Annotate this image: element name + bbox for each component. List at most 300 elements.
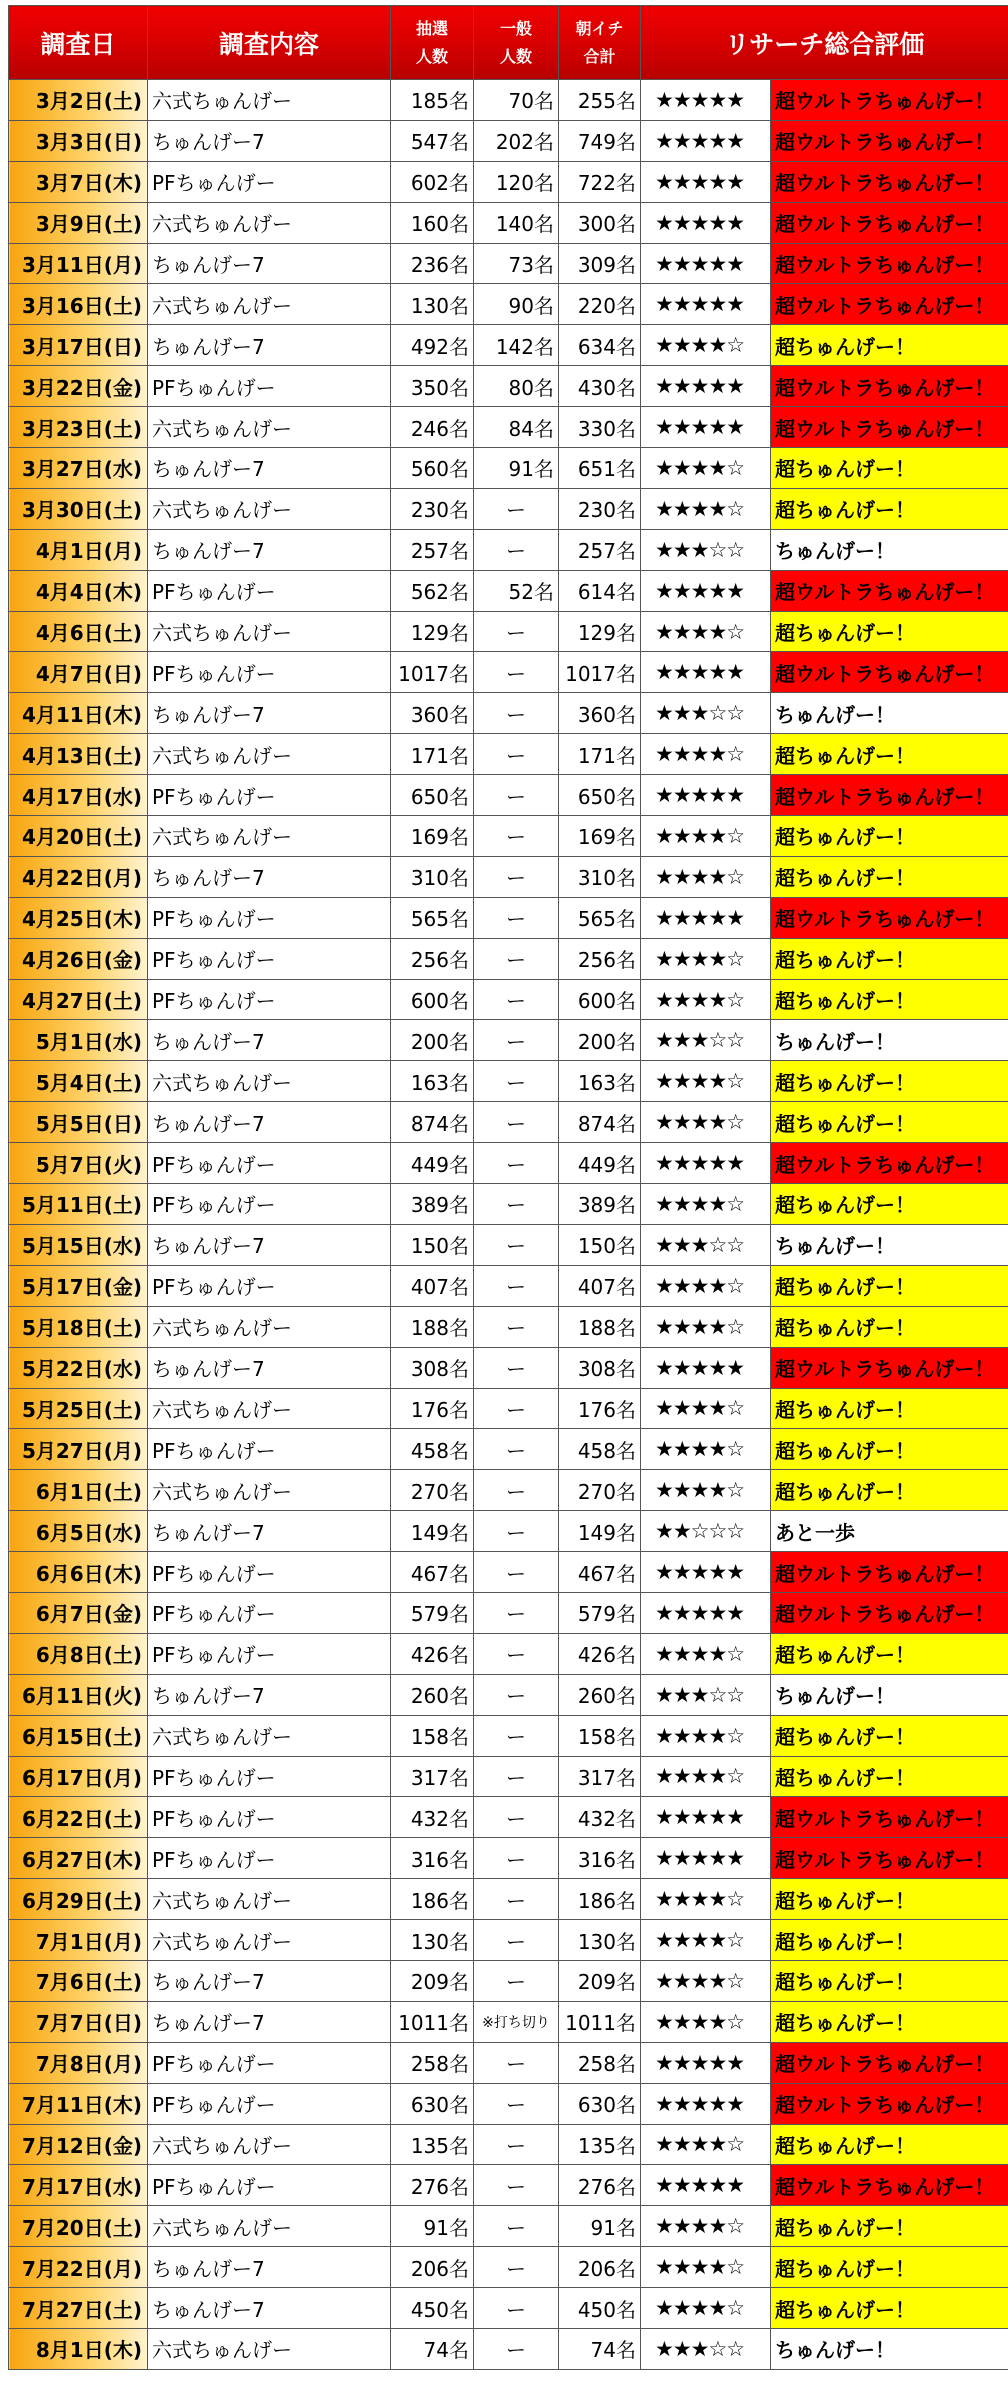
evaluation-cell: 超ウルトラちゅんげー！ — [771, 243, 1008, 284]
evaluation-cell: 超ウルトラちゅんげー！ — [771, 161, 1008, 202]
evaluation-cell: 超ウルトラちゅんげー！ — [771, 652, 1008, 693]
date-cell: 4月27日(土) — [9, 979, 148, 1020]
general-count-cell: ー — [474, 1960, 559, 2001]
table-row — [9, 1347, 1008, 1388]
general-count-cell: 70名 — [474, 80, 559, 121]
star-rating: ★★★★☆ — [641, 1920, 771, 1961]
star-rating: ★★★★★ — [641, 366, 771, 407]
general-count-cell: ー — [474, 856, 559, 897]
table-row — [9, 161, 1008, 202]
general-count-cell: ー — [474, 1756, 559, 1797]
lottery-count-cell: 129名 — [391, 611, 474, 652]
table-row — [9, 202, 1008, 243]
general-count-cell: ー — [474, 2288, 559, 2329]
lottery-count-cell: 449名 — [391, 1143, 474, 1184]
content-cell: PFちゅんげー — [148, 1143, 391, 1184]
evaluation-cell: 超ちゅんげー！ — [771, 2001, 1008, 2042]
date-cell: 4月7日(日) — [9, 652, 148, 693]
evaluation-cell: 超ちゅんげー！ — [771, 1306, 1008, 1347]
morning-total-cell: 650名 — [559, 775, 641, 816]
date-cell: 7月22日(月) — [9, 2247, 148, 2288]
content-cell: ちゅんげー7 — [148, 1674, 391, 1715]
lottery-count-cell: 360名 — [391, 693, 474, 734]
general-count-cell: 90名 — [474, 284, 559, 325]
lottery-count-cell: 874名 — [391, 1102, 474, 1143]
content-cell: PFちゅんげー — [148, 1429, 391, 1470]
evaluation-cell: 超ウルトラちゅんげー！ — [771, 80, 1008, 121]
content-cell: PFちゅんげー — [148, 1797, 391, 1838]
star-rating: ★★★★☆ — [641, 1061, 771, 1102]
content-cell: 六式ちゅんげー — [148, 407, 391, 448]
morning-total-cell: 317名 — [559, 1756, 641, 1797]
evaluation-cell: 超ちゅんげー！ — [771, 938, 1008, 979]
research-results-table — [8, 5, 1008, 2370]
star-rating: ★★★★★ — [641, 1143, 771, 1184]
evaluation-cell: 超ウルトラちゅんげー！ — [771, 1838, 1008, 1879]
date-cell: 5月22日(水) — [9, 1347, 148, 1388]
morning-total-cell: 749名 — [559, 120, 641, 161]
morning-total-cell: 1017名 — [559, 652, 641, 693]
content-cell: PFちゅんげー — [148, 897, 391, 938]
lottery-count-cell: 426名 — [391, 1633, 474, 1674]
content-cell: ちゅんげー7 — [148, 693, 391, 734]
evaluation-cell: 超ちゅんげー！ — [771, 488, 1008, 529]
general-count-cell: ー — [474, 1633, 559, 1674]
content-cell: 六式ちゅんげー — [148, 816, 391, 857]
star-rating: ★★★★☆ — [641, 1429, 771, 1470]
evaluation-cell: 超ちゅんげー！ — [771, 1920, 1008, 1961]
star-rating: ★★★★★ — [641, 243, 771, 284]
content-cell: ちゅんげー7 — [148, 856, 391, 897]
evaluation-cell: 超ちゅんげー！ — [771, 2124, 1008, 2165]
general-count-cell: ー — [474, 1061, 559, 1102]
content-cell: PFちゅんげー — [148, 570, 391, 611]
star-rating: ★★☆☆☆ — [641, 1511, 771, 1552]
content-cell: 六式ちゅんげー — [148, 734, 391, 775]
content-cell: ちゅんげー7 — [148, 529, 391, 570]
date-cell: 4月6日(土) — [9, 611, 148, 652]
morning-total-cell: 230名 — [559, 488, 641, 529]
lottery-count-cell: 350名 — [391, 366, 474, 407]
star-rating: ★★★★☆ — [641, 2288, 771, 2329]
table-row — [9, 1061, 1008, 1102]
lottery-count-cell: 630名 — [391, 2083, 474, 2124]
morning-total-cell: 200名 — [559, 1020, 641, 1061]
star-rating: ★★★★☆ — [641, 938, 771, 979]
general-count-cell: 142名 — [474, 325, 559, 366]
content-cell: 六式ちゅんげー — [148, 1061, 391, 1102]
date-cell: 4月26日(金) — [9, 938, 148, 979]
lottery-count-cell: 209名 — [391, 1960, 474, 2001]
lottery-count-cell: 260名 — [391, 1674, 474, 1715]
general-count-cell: ー — [474, 1674, 559, 1715]
star-rating: ★★★★★ — [641, 652, 771, 693]
general-count-cell: ー — [474, 2124, 559, 2165]
content-cell: PFちゅんげー — [148, 652, 391, 693]
header-morning-total: 朝イチ 合計 — [559, 6, 641, 80]
star-rating: ★★★★★ — [641, 2083, 771, 2124]
header-date: 調査日 — [9, 6, 148, 80]
general-count-cell: ー — [474, 1102, 559, 1143]
general-count-cell: ー — [474, 1143, 559, 1184]
table-row — [9, 1674, 1008, 1715]
evaluation-cell: 超ちゅんげー！ — [771, 1879, 1008, 1920]
lottery-count-cell: 206名 — [391, 2247, 474, 2288]
lottery-count-cell: 1011名 — [391, 2001, 474, 2042]
lottery-count-cell: 257名 — [391, 529, 474, 570]
date-cell: 4月22日(月) — [9, 856, 148, 897]
evaluation-cell: 超ウルトラちゅんげー！ — [771, 897, 1008, 938]
evaluation-cell: 超ウルトラちゅんげー！ — [771, 570, 1008, 611]
star-rating: ★★★★☆ — [641, 2247, 771, 2288]
star-rating: ★★★★☆ — [641, 611, 771, 652]
star-rating: ★★★★☆ — [641, 2206, 771, 2247]
table-row — [9, 2042, 1008, 2083]
date-cell: 7月1日(月) — [9, 1920, 148, 1961]
lottery-count-cell: 176名 — [391, 1388, 474, 1429]
general-count-cell: ー — [474, 1838, 559, 1879]
general-count-cell: ー — [474, 529, 559, 570]
date-cell: 6月7日(金) — [9, 1592, 148, 1633]
evaluation-cell: 超ちゅんげー！ — [771, 1960, 1008, 2001]
general-count-cell: ー — [474, 652, 559, 693]
morning-total-cell: 614名 — [559, 570, 641, 611]
star-rating: ★★★★☆ — [641, 734, 771, 775]
date-cell: 3月17日(日) — [9, 325, 148, 366]
morning-total-cell: 600名 — [559, 979, 641, 1020]
table-row — [9, 979, 1008, 1020]
morning-total-cell: 163名 — [559, 1061, 641, 1102]
star-rating: ★★★★☆ — [641, 1470, 771, 1511]
table-row — [9, 1960, 1008, 2001]
date-cell: 5月7日(火) — [9, 1143, 148, 1184]
morning-total-cell: 91名 — [559, 2206, 641, 2247]
lottery-count-cell: 565名 — [391, 897, 474, 938]
star-rating: ★★★★☆ — [641, 1960, 771, 2001]
star-rating: ★★★★★ — [641, 161, 771, 202]
header-lottery-count: 抽選 人数 — [391, 6, 474, 80]
date-cell: 7月8日(月) — [9, 2042, 148, 2083]
content-cell: 六式ちゅんげー — [148, 1715, 391, 1756]
morning-total-cell: 270名 — [559, 1470, 641, 1511]
star-rating: ★★★☆☆ — [641, 2328, 771, 2369]
date-cell: 4月25日(木) — [9, 897, 148, 938]
morning-total-cell: 651名 — [559, 448, 641, 489]
lottery-count-cell: 163名 — [391, 1061, 474, 1102]
general-count-cell: ー — [474, 2328, 559, 2369]
date-cell: 7月17日(水) — [9, 2165, 148, 2206]
research-results-table-wrapper — [8, 5, 1008, 2402]
date-cell: 3月3日(日) — [9, 120, 148, 161]
lottery-count-cell: 256名 — [391, 938, 474, 979]
general-count-cell: ー — [474, 1306, 559, 1347]
lottery-count-cell: 308名 — [391, 1347, 474, 1388]
lottery-count-cell: 149名 — [391, 1511, 474, 1552]
lottery-count-cell: 74名 — [391, 2328, 474, 2369]
lottery-count-cell: 316名 — [391, 1838, 474, 1879]
content-cell: PFちゅんげー — [148, 938, 391, 979]
content-cell: 六式ちゅんげー — [148, 2328, 391, 2369]
content-cell: ちゅんげー7 — [148, 448, 391, 489]
star-rating: ★★★☆☆ — [641, 1020, 771, 1061]
content-cell: ちゅんげー7 — [148, 1102, 391, 1143]
general-count-cell: ー — [474, 1224, 559, 1265]
lottery-count-cell: 458名 — [391, 1429, 474, 1470]
table-row — [9, 897, 1008, 938]
evaluation-cell: 超ちゅんげー！ — [771, 1429, 1008, 1470]
morning-total-cell: 256名 — [559, 938, 641, 979]
content-cell: PFちゅんげー — [148, 775, 391, 816]
star-rating: ★★★★☆ — [641, 1306, 771, 1347]
general-count-cell: 140名 — [474, 202, 559, 243]
content-cell: ちゅんげー7 — [148, 2001, 391, 2042]
table-row — [9, 1020, 1008, 1061]
lottery-count-cell: 600名 — [391, 979, 474, 1020]
lottery-count-cell: 602名 — [391, 161, 474, 202]
table-row — [9, 1388, 1008, 1429]
star-rating: ★★★★★ — [641, 407, 771, 448]
content-cell: PFちゅんげー — [148, 1265, 391, 1306]
lottery-count-cell: 185名 — [391, 80, 474, 121]
general-count-cell: ー — [474, 1797, 559, 1838]
star-rating: ★★★★☆ — [641, 1756, 771, 1797]
date-cell: 5月5日(日) — [9, 1102, 148, 1143]
lottery-count-cell: 492名 — [391, 325, 474, 366]
table-row — [9, 2165, 1008, 2206]
table-row — [9, 1879, 1008, 1920]
content-cell: 六式ちゅんげー — [148, 1920, 391, 1961]
date-cell: 4月1日(月) — [9, 529, 148, 570]
morning-total-cell: 310名 — [559, 856, 641, 897]
general-count-cell: ※打ち切り — [474, 2001, 559, 2042]
content-cell: ちゅんげー7 — [148, 1960, 391, 2001]
date-cell: 6月5日(水) — [9, 1511, 148, 1552]
date-cell: 6月15日(土) — [9, 1715, 148, 1756]
morning-total-cell: 634名 — [559, 325, 641, 366]
evaluation-cell: 超ちゅんげー！ — [771, 1470, 1008, 1511]
general-count-cell: 202名 — [474, 120, 559, 161]
evaluation-cell: 超ウルトラちゅんげー！ — [771, 407, 1008, 448]
lottery-count-cell: 547名 — [391, 120, 474, 161]
morning-total-cell: 150名 — [559, 1224, 641, 1265]
morning-total-cell: 426名 — [559, 1633, 641, 1674]
date-cell: 3月11日(月) — [9, 243, 148, 284]
table-row — [9, 1592, 1008, 1633]
content-cell: PFちゅんげー — [148, 161, 391, 202]
table-row — [9, 1306, 1008, 1347]
table-row — [9, 1265, 1008, 1306]
evaluation-cell: 超ちゅんげー！ — [771, 448, 1008, 489]
date-cell: 3月9日(土) — [9, 202, 148, 243]
table-row — [9, 1470, 1008, 1511]
lottery-count-cell: 160名 — [391, 202, 474, 243]
table-row — [9, 1511, 1008, 1552]
lottery-count-cell: 130名 — [391, 1920, 474, 1961]
date-cell: 6月27日(木) — [9, 1838, 148, 1879]
date-cell: 4月20日(土) — [9, 816, 148, 857]
evaluation-cell: 超ちゅんげー！ — [771, 1715, 1008, 1756]
date-cell: 6月29日(土) — [9, 1879, 148, 1920]
evaluation-cell: あと一歩 — [771, 1511, 1008, 1552]
morning-total-cell: 1011名 — [559, 2001, 641, 2042]
table-row — [9, 1633, 1008, 1674]
content-cell: 六式ちゅんげー — [148, 80, 391, 121]
date-cell: 3月22日(金) — [9, 366, 148, 407]
date-cell: 6月6日(木) — [9, 1552, 148, 1593]
evaluation-cell: 超ウルトラちゅんげー！ — [771, 2042, 1008, 2083]
lottery-count-cell: 258名 — [391, 2042, 474, 2083]
evaluation-cell: ちゅんげー！ — [771, 529, 1008, 570]
lottery-count-cell: 432名 — [391, 1797, 474, 1838]
content-cell: ちゅんげー7 — [148, 120, 391, 161]
content-cell: ちゅんげー7 — [148, 325, 391, 366]
content-cell: PFちゅんげー — [148, 979, 391, 1020]
lottery-count-cell: 91名 — [391, 2206, 474, 2247]
lottery-count-cell: 270名 — [391, 1470, 474, 1511]
morning-total-cell: 220名 — [559, 284, 641, 325]
lottery-count-cell: 317名 — [391, 1756, 474, 1797]
general-count-cell: ー — [474, 775, 559, 816]
morning-total-cell: 130名 — [559, 1920, 641, 1961]
lottery-count-cell: 389名 — [391, 1184, 474, 1225]
date-cell: 3月30日(土) — [9, 488, 148, 529]
general-count-cell: ー — [474, 1879, 559, 1920]
lottery-count-cell: 467名 — [391, 1552, 474, 1593]
morning-total-cell: 129名 — [559, 611, 641, 652]
general-count-cell: 80名 — [474, 366, 559, 407]
morning-total-cell: 722名 — [559, 161, 641, 202]
general-count-cell: ー — [474, 1184, 559, 1225]
general-count-cell: 91名 — [474, 448, 559, 489]
content-cell: PFちゅんげー — [148, 1756, 391, 1797]
table-row — [9, 2124, 1008, 2165]
evaluation-cell: 超ウルトラちゅんげー！ — [771, 120, 1008, 161]
morning-total-cell: 389名 — [559, 1184, 641, 1225]
date-cell: 7月27日(土) — [9, 2288, 148, 2329]
table-row — [9, 816, 1008, 857]
star-rating: ★★★★★ — [641, 2042, 771, 2083]
star-rating: ★★★☆☆ — [641, 693, 771, 734]
general-count-cell: ー — [474, 693, 559, 734]
star-rating: ★★★★☆ — [641, 1265, 771, 1306]
lottery-count-cell: 150名 — [391, 1224, 474, 1265]
evaluation-cell: 超ちゅんげー！ — [771, 816, 1008, 857]
morning-total-cell: 360名 — [559, 693, 641, 734]
evaluation-cell: 超ちゅんげー！ — [771, 979, 1008, 1020]
date-cell: 5月18日(土) — [9, 1306, 148, 1347]
content-cell: ちゅんげー7 — [148, 1224, 391, 1265]
evaluation-cell: 超ちゅんげー！ — [771, 2288, 1008, 2329]
lottery-count-cell: 130名 — [391, 284, 474, 325]
morning-total-cell: 630名 — [559, 2083, 641, 2124]
date-cell: 7月11日(木) — [9, 2083, 148, 2124]
morning-total-cell: 579名 — [559, 1592, 641, 1633]
date-cell: 5月11日(土) — [9, 1184, 148, 1225]
content-cell: ちゅんげー7 — [148, 1511, 391, 1552]
table-row — [9, 2001, 1008, 2042]
general-count-cell: ー — [474, 979, 559, 1020]
content-cell: ちゅんげー7 — [148, 1020, 391, 1061]
general-count-cell: 52名 — [474, 570, 559, 611]
general-count-cell: ー — [474, 816, 559, 857]
table-row — [9, 488, 1008, 529]
date-cell: 5月1日(水) — [9, 1020, 148, 1061]
general-count-cell: 84名 — [474, 407, 559, 448]
star-rating: ★★★★☆ — [641, 325, 771, 366]
table-row — [9, 407, 1008, 448]
table-row — [9, 856, 1008, 897]
lottery-count-cell: 246名 — [391, 407, 474, 448]
evaluation-cell: 超ちゅんげー！ — [771, 2206, 1008, 2247]
content-cell: 六式ちゅんげー — [148, 284, 391, 325]
lottery-count-cell: 158名 — [391, 1715, 474, 1756]
star-rating: ★★★★☆ — [641, 856, 771, 897]
general-count-cell: ー — [474, 1552, 559, 1593]
morning-total-cell: 432名 — [559, 1797, 641, 1838]
evaluation-cell: 超ウルトラちゅんげー！ — [771, 202, 1008, 243]
general-count-cell: ー — [474, 2042, 559, 2083]
date-cell: 4月4日(木) — [9, 570, 148, 611]
star-rating: ★★★★★ — [641, 775, 771, 816]
morning-total-cell: 276名 — [559, 2165, 641, 2206]
date-cell: 5月17日(金) — [9, 1265, 148, 1306]
header-content: 調査内容 — [148, 6, 391, 80]
table-row — [9, 2328, 1008, 2369]
table-row — [9, 2247, 1008, 2288]
general-count-cell: 73名 — [474, 243, 559, 284]
date-cell: 6月22日(土) — [9, 1797, 148, 1838]
lottery-count-cell: 169名 — [391, 816, 474, 857]
evaluation-cell: 超ちゅんげー！ — [771, 611, 1008, 652]
date-cell: 4月17日(水) — [9, 775, 148, 816]
star-rating: ★★★★☆ — [641, 1388, 771, 1429]
table-row — [9, 1429, 1008, 1470]
morning-total-cell: 330名 — [559, 407, 641, 448]
content-cell: PFちゅんげー — [148, 366, 391, 407]
star-rating: ★★★★☆ — [641, 1102, 771, 1143]
evaluation-cell: 超ちゅんげー！ — [771, 856, 1008, 897]
content-cell: ちゅんげー7 — [148, 2247, 391, 2288]
table-row — [9, 611, 1008, 652]
morning-total-cell: 407名 — [559, 1265, 641, 1306]
morning-total-cell: 449名 — [559, 1143, 641, 1184]
lottery-count-cell: 135名 — [391, 2124, 474, 2165]
star-rating: ★★★★☆ — [641, 979, 771, 1020]
evaluation-cell: 超ウルトラちゅんげー！ — [771, 1143, 1008, 1184]
content-cell: 六式ちゅんげー — [148, 1879, 391, 1920]
lottery-count-cell: 562名 — [391, 570, 474, 611]
star-rating: ★★★★★ — [641, 570, 771, 611]
content-cell: ちゅんげー7 — [148, 243, 391, 284]
table-row — [9, 2288, 1008, 2329]
star-rating: ★★★★☆ — [641, 1879, 771, 1920]
morning-total-cell: 874名 — [559, 1102, 641, 1143]
star-rating: ★★★★★ — [641, 1347, 771, 1388]
header-overall-evaluation: リサーチ総合評価 — [641, 6, 1008, 80]
content-cell: PFちゅんげー — [148, 1633, 391, 1674]
lottery-count-cell: 310名 — [391, 856, 474, 897]
table-row — [9, 938, 1008, 979]
star-rating: ★★★★☆ — [641, 1633, 771, 1674]
general-count-cell: ー — [474, 1265, 559, 1306]
content-cell: ちゅんげー7 — [148, 1347, 391, 1388]
date-cell: 3月16日(土) — [9, 284, 148, 325]
table-row — [9, 652, 1008, 693]
star-rating: ★★★★☆ — [641, 816, 771, 857]
star-rating: ★★★☆☆ — [641, 1224, 771, 1265]
date-cell: 3月7日(木) — [9, 161, 148, 202]
evaluation-cell: 超ウルトラちゅんげー！ — [771, 2165, 1008, 2206]
